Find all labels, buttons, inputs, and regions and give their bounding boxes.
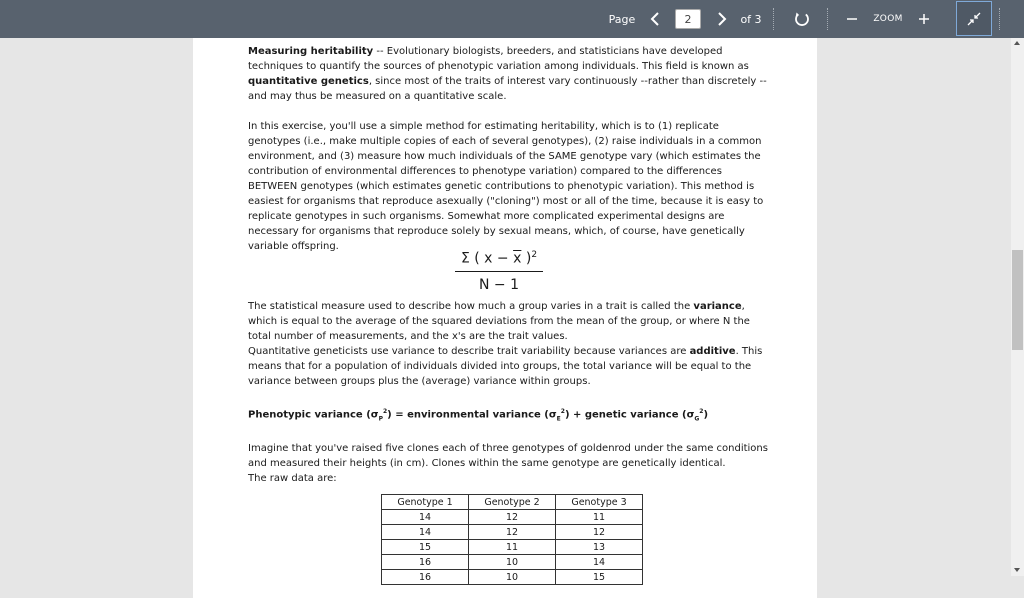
toolbar-separator [827,8,828,30]
plus-icon [918,13,930,25]
vertical-scrollbar[interactable] [1011,38,1024,576]
pdf-toolbar [0,0,1024,38]
paragraph-additive: Quantitative geneticists use variance to describe trait variability because variances are additive. This means that for a population of individuals divided into groups, the total variance will be equal to the variance between groups plus the (average) variance within groups. [248,346,763,387]
table-cell: 10 [469,570,556,585]
rotate-button[interactable] [788,0,816,38]
document-page [193,38,817,598]
table-row [382,540,643,555]
paragraph-exercise: In this exercise, you'll use a simple method for estimating heritability, which is to (1) replicate genotypes (i.e., make multiple copies of each of several genotypes), (2) raise individuals in a common environment, and (3) measure how much individuals of the SAME genotype vary (which estimates the contribution of environmental differences to phenotype variation) compared to the differences BETWEEN genotypes (which estimates genetic contributions to phenotypic variation). This method is easiest for organisms that reproduce asexually ("cloning") most or all of the time, because it is easy to replicate genotypes in such organisms. Somewhat more complicated experimental designs are necessary for organisms that reproduce solely by sexual means, which, of course, have genetically variable offspring. [248,121,764,252]
table-cell: 15 [382,540,469,555]
page-label: Page [608,12,636,26]
table-header: Genotype 3 [556,495,643,510]
table-cell: 11 [556,510,643,525]
paragraph-goldenrod: Imagine that you've raised five clones each of three genotypes of goldenrod under the same conditions and measured their heights (in cm). Clones within the same genotype are genetically identical. [248,443,768,470]
table-header: Genotype 1 [382,495,469,510]
table-header: Genotype 2 [469,495,556,510]
page-number-input[interactable]: 2 [675,9,701,29]
paragraph-heritability: Measuring heritability -- Evolutionary biologists, breeders, and statisticians have developed techniques to quantify the sources of phenotypic variation among individuals. This field is known as quantitative genetics, since most of the traits of interest vary continuously --rather than discretely -- and may thus be measured on a quantitative scale. [248,46,767,102]
scroll-up-arrow-icon[interactable] [1014,41,1020,45]
previous-page-button[interactable] [643,0,667,38]
next-page-button[interactable] [710,0,734,38]
table-cell: 11 [469,540,556,555]
heading-measuring-heritability: Measuring heritability [248,46,374,57]
table-cell: 12 [469,510,556,525]
paragraph-raw-data: The raw data are: [248,473,337,485]
table-row [382,570,643,585]
chevron-left-icon [650,12,660,26]
table-cell: 14 [382,525,469,540]
zoom-out-button[interactable] [840,0,864,38]
table-cell: 16 [382,570,469,585]
genotype-height-table [381,494,643,585]
table-row [382,510,643,525]
formula-numerator: Σ ( $x - \overline{x}$ )$^2$ [455,246,543,272]
zoom-label: ZOOM [873,14,903,24]
toolbar-separator [999,8,1000,30]
exit-fullscreen-button[interactable] [956,1,992,36]
zoom-in-button[interactable] [912,0,936,38]
collapse-icon [967,12,981,26]
rotate-icon [794,11,810,27]
table-cell: 12 [469,525,556,540]
variance-equation: Phenotypic variance $(\sigma_P^2)$ = environmental variance $(\sigma_E^2)$ + genetic variance $(\sigma_G^2)$ [248,408,709,423]
minus-icon [846,13,858,25]
table-row [382,525,643,540]
table-cell: 10 [469,555,556,570]
toolbar-separator [773,8,774,30]
table-cell: 14 [556,555,643,570]
table-cell: 13 [556,540,643,555]
table-cell: 15 [556,570,643,585]
table-cell: 16 [382,555,469,570]
variance-formula [455,246,543,295]
paragraph-variance: The statistical measure used to describe how much a group varies in a trait is called the variance, which is equal to the average of the squared deviations from the mean of the group, or where N the total number of measurements, and the x's are the trait values. [248,301,750,342]
table-row [382,555,643,570]
scroll-down-arrow-icon[interactable] [1014,568,1020,572]
chevron-right-icon [717,12,727,26]
table-cell: 12 [556,525,643,540]
formula-denominator: N − 1 [478,276,519,293]
table-cell: 14 [382,510,469,525]
scroll-thumb[interactable] [1012,250,1023,350]
page-count: of 3 [740,12,762,26]
